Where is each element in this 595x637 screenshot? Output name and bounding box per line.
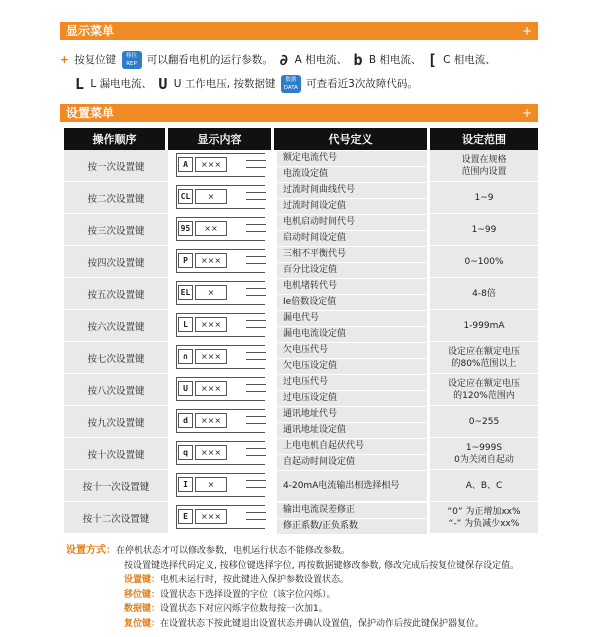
operation-cell: 按三次设置键	[64, 214, 168, 246]
info-line-2: L L 漏电电流、 U U 工作电压, 按数据键 数据 DATA 可查看近3次故障代码。	[75, 75, 418, 93]
range-cell	[430, 214, 538, 246]
range-line: 1~9	[474, 192, 494, 203]
display-cell	[168, 470, 274, 502]
table-row	[64, 374, 538, 406]
definition-cell	[274, 182, 430, 214]
lcd-value: ×	[195, 285, 227, 300]
range-line: 1-999mA	[463, 320, 505, 331]
range-line: “0” 为正增加xx%	[447, 506, 521, 517]
operation-cell: 按十一次设置键	[64, 470, 168, 502]
definition-cell	[274, 406, 430, 438]
definition-line: 漏电电流设定值	[277, 327, 427, 343]
notes-heading: 设置方式：	[66, 545, 116, 556]
range-line: 设置在规格	[461, 154, 507, 165]
lcd-display-icon	[176, 473, 266, 499]
range-cell	[430, 470, 538, 502]
operation-cell: 按一次设置键	[64, 150, 168, 182]
range-line: 0~255	[468, 416, 500, 427]
note-item: 移位键：设置状态下选择设置的字位（该字位闪烁）。	[124, 589, 336, 600]
display-cell	[168, 374, 274, 406]
lcd-code: U	[178, 381, 193, 396]
lcd-display-icon	[176, 281, 266, 307]
notes-line-1: 在停机状态才可以修改参数，电机运行状态不能修改参数。	[116, 546, 351, 556]
table-row	[64, 214, 538, 246]
header-definition: 代号定义	[274, 128, 430, 150]
operation-cell: 按十次设置键	[64, 438, 168, 470]
header-operation: 操作顺序	[64, 128, 168, 150]
definition-cell	[274, 150, 430, 182]
definition-line: 过电压代号	[277, 375, 427, 391]
lcd-display-icon	[176, 313, 266, 339]
table-header-row	[64, 128, 538, 150]
definition-line: 自起动时间设定值	[277, 455, 427, 471]
range-cell	[430, 278, 538, 310]
definition-line: 上电电机自起伏代号	[277, 439, 427, 455]
lcd-code: L	[178, 317, 193, 332]
range-line: 设定应在额定电压	[447, 378, 520, 389]
lcd-value: ×	[195, 189, 227, 204]
range-cell	[430, 310, 538, 342]
segment-c-icon: [	[427, 51, 437, 69]
lcd-display-icon	[176, 409, 266, 435]
operation-cell: 按九次设置键	[64, 406, 168, 438]
range-line: 0~100%	[464, 256, 504, 267]
range-cell	[430, 342, 538, 374]
display-cell	[168, 182, 274, 214]
definition-line: 通讯地址设定值	[277, 423, 427, 439]
range-line: 1~999S	[465, 442, 503, 453]
operation-cell: 按八次设置键	[64, 374, 168, 406]
display-cell	[168, 502, 274, 534]
definition-cell	[274, 438, 430, 470]
definition-cell	[274, 374, 430, 406]
operation-cell: 按五次设置键	[64, 278, 168, 310]
note-item: 数据键：设置状态下对应闪烁字位数每按一次加1。	[124, 604, 328, 614]
range-cell	[430, 502, 538, 534]
lcd-display-icon	[176, 217, 266, 243]
lcd-code: E	[178, 509, 193, 524]
definition-line: 过电压设定值	[277, 391, 427, 407]
segment-u-icon: U	[158, 75, 168, 93]
lcd-code: P	[178, 253, 193, 268]
table-row	[64, 470, 538, 502]
lcd-code: ∩	[178, 349, 193, 364]
definition-cell	[274, 246, 430, 278]
table-row	[64, 278, 538, 310]
range-line: 设定应在额定电压	[447, 346, 520, 357]
range-line: 4-8倍	[472, 288, 496, 299]
lcd-display-icon	[176, 153, 266, 179]
lcd-code: I	[178, 477, 193, 492]
lcd-value: ×××	[195, 253, 227, 268]
lcd-value: ××	[195, 221, 227, 236]
segment-l-icon: L	[75, 75, 85, 93]
settings-menu-header	[60, 104, 538, 122]
operation-cell: 按六次设置键	[64, 310, 168, 342]
lcd-value: ×	[195, 477, 227, 492]
table-row	[64, 406, 538, 438]
definition-line: 欠电压设定值	[277, 359, 427, 375]
table-row	[64, 150, 538, 182]
lcd-display-icon	[176, 249, 266, 275]
lcd-display-icon	[176, 185, 266, 211]
data-key-icon: 数据 DATA	[281, 75, 301, 93]
display-cell	[168, 246, 274, 278]
definition-line: 三相不平衡代号	[277, 247, 427, 263]
operation-cell: 按四次设置键	[64, 246, 168, 278]
range-line: 0为关闭自起动	[454, 454, 514, 465]
definition-line: 4-20mA电流输出相选择相号	[277, 471, 427, 502]
definition-cell	[274, 470, 430, 502]
definition-line: 过流时间设定值	[277, 199, 427, 215]
display-menu-header	[60, 22, 538, 40]
display-cell	[168, 310, 274, 342]
range-line: 1~99	[471, 224, 497, 235]
range-line: 的120%范围内	[453, 390, 515, 401]
range-cell	[430, 406, 538, 438]
range-line: 的80%范围以上	[451, 358, 517, 369]
display-cell	[168, 438, 274, 470]
lcd-display-icon	[176, 377, 266, 403]
display-menu-expand-icon[interactable]: +	[521, 24, 532, 38]
operation-cell: 按二次设置键	[64, 182, 168, 214]
range-line: 范围内设置	[461, 166, 507, 177]
settings-menu-expand-icon[interactable]: +	[521, 106, 532, 120]
range-cell	[430, 438, 538, 470]
definition-line: 百分比设定值	[277, 263, 427, 279]
definition-line: Ie倍数设定值	[277, 295, 427, 311]
operation-cell: 按七次设置键	[64, 342, 168, 374]
info-line-1: + 按复位键 移位 REP 可以翻看电机的运行参数。 ∂ A 相电流、 b B 相电流、 [ C 相电流、	[60, 51, 496, 69]
display-menu-info	[60, 48, 540, 96]
range-line: “-” 为负减少xx%	[448, 518, 520, 529]
display-cell	[168, 406, 274, 438]
display-cell	[168, 214, 274, 246]
settings-menu-title: 设置菜单	[66, 106, 115, 120]
table-row	[64, 438, 538, 470]
note-item: 复位键：在设置状态下按此键退出设置状态并确认设置值，保护动作后按此键保护器复位。	[124, 618, 485, 629]
lcd-value: ×××	[195, 317, 227, 332]
lcd-value: ×××	[195, 445, 227, 460]
definition-cell	[274, 278, 430, 310]
settings-table	[64, 128, 538, 534]
definition-cell	[274, 342, 430, 374]
range-cell	[430, 374, 538, 406]
definition-line: 启动时间设定值	[277, 231, 427, 247]
display-cell	[168, 342, 274, 374]
lcd-code: A	[178, 157, 193, 172]
range-cell	[430, 246, 538, 278]
definition-line: 欠电压代号	[277, 343, 427, 359]
display-cell	[168, 278, 274, 310]
definition-cell	[274, 502, 430, 534]
lcd-value: ×××	[195, 509, 227, 524]
table-row	[64, 342, 538, 374]
table-row	[64, 502, 538, 534]
definition-line: 修正系数/正负系数	[277, 519, 427, 535]
notes-line-2: 按设置键选择代码定义, 按移位键选择字位, 再按数据键修改参数, 修改完成后按复位键保存设定值。	[124, 560, 520, 571]
lcd-code: d	[178, 413, 193, 428]
definition-line: 电流设定值	[277, 167, 427, 183]
range-cell	[430, 182, 538, 214]
segment-b-icon: b	[353, 51, 363, 69]
definition-line: 额定电流代号	[277, 151, 427, 167]
lcd-code: 95	[178, 221, 193, 236]
lcd-display-icon	[176, 345, 266, 371]
lcd-display-icon	[176, 441, 266, 467]
note-item: 设置键：电机未运行时，按此键进入保护参数设置状态。	[124, 575, 350, 585]
lcd-display-icon	[176, 505, 266, 531]
lcd-code: q	[178, 445, 193, 460]
lcd-value: ×××	[195, 349, 227, 364]
operation-cell: 按十二次设置键	[64, 502, 168, 534]
definition-line: 漏电代号	[277, 311, 427, 327]
header-display: 显示内容	[168, 128, 274, 150]
lcd-value: ×××	[195, 413, 227, 428]
display-menu-title: 显示菜单	[66, 24, 115, 38]
table-row	[64, 246, 538, 278]
lcd-value: ×××	[195, 381, 227, 396]
lcd-code: EL	[178, 285, 193, 300]
definition-cell	[274, 214, 430, 246]
definition-line: 电机堵转代号	[277, 279, 427, 295]
header-range: 设定范围	[430, 128, 538, 150]
table-row	[64, 182, 538, 214]
reset-key-icon: 移位 REP	[122, 51, 142, 69]
settings-notes	[66, 544, 546, 631]
definition-line: 电机启动时间代号	[277, 215, 427, 231]
lcd-value: ×××	[195, 157, 227, 172]
range-line: A、B、C	[465, 480, 503, 491]
segment-a-icon: ∂	[279, 51, 289, 69]
display-cell	[168, 150, 274, 182]
definition-line: 过流时间曲线代号	[277, 183, 427, 199]
lcd-code: CL	[178, 189, 193, 204]
definition-line: 输出电流误差修正	[277, 503, 427, 519]
definition-cell	[274, 310, 430, 342]
range-cell	[430, 150, 538, 182]
table-row	[64, 310, 538, 342]
definition-line: 通讯地址代号	[277, 407, 427, 423]
